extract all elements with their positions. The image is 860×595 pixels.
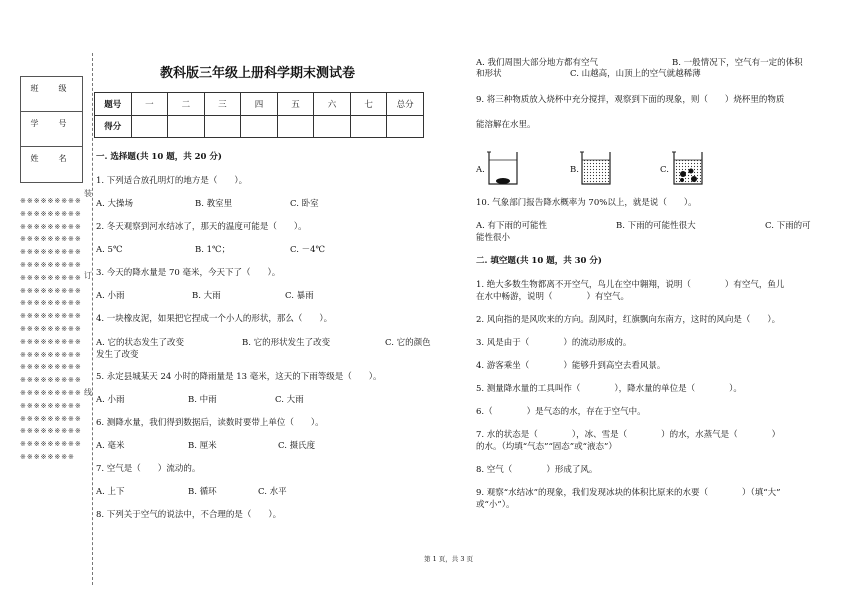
- beaker-c-icon: [672, 150, 704, 186]
- score-row-label: 得分: [95, 115, 132, 138]
- option-a: A. 小雨: [96, 395, 125, 405]
- option-a: A. 毫米: [96, 441, 125, 451]
- score-header: 五: [277, 93, 314, 116]
- question-8: 8. 下列关于空气的说法中，不合理的是（ ）。: [96, 510, 282, 520]
- beaker-a-icon: [487, 150, 519, 186]
- score-header: 二: [168, 93, 205, 116]
- option-a: A. 它的状态发生了改变: [96, 338, 185, 348]
- option-a: A. 大操场: [96, 199, 134, 209]
- page-title: 教科版三年级上册科学期末测试卷: [160, 66, 356, 81]
- option-a: A. 小雨: [96, 291, 125, 301]
- question-4: 4. 一块橡皮泥，如果把它捏成一个小人的形状，那么（ ）。: [96, 314, 333, 324]
- option-a: A. 我们周围大部分地方都有空气: [476, 58, 599, 68]
- question-9-continued: 能溶解在水里。: [476, 120, 536, 130]
- page-number: 第 1 页，共 3 页: [424, 555, 474, 563]
- score-cell[interactable]: [387, 115, 424, 138]
- name-field[interactable]: 姓 名: [30, 154, 73, 163]
- option-b: B. 教室里: [195, 199, 233, 209]
- score-header: 三: [204, 93, 241, 116]
- score-cell[interactable]: [168, 115, 205, 138]
- question-5: 5. 永定县城某天 24 小时的降雨量是 13 毫米，这天的下雨等级是（ ）。: [96, 372, 382, 382]
- option-b: B.: [570, 165, 579, 175]
- score-header: 总分: [387, 93, 424, 116]
- option-b-continued: 和形状: [476, 69, 502, 79]
- option-b: B. 它的形状发生了改变: [242, 338, 331, 348]
- question-2: 2. 冬天观察到河水结冰了，那天的温度可能是（ ）。: [96, 222, 307, 232]
- fill-question-9: 9. 观察“水结冰”的现象，我们发现冰块的体积比原来的水要（ ）（填“大”: [476, 488, 781, 498]
- option-c-continued: 发生了改变: [96, 350, 139, 360]
- fill-question-2: 2. 风向指的是风吹来的方向。刮风时，红旗飘向东南方，这时的风向是（ ）。: [476, 315, 781, 325]
- fill-question-7-continued: 的水。（均填“气态”“固态”或“液态”）: [476, 442, 617, 452]
- section2-heading: 二. 填空题(共 10 题，共 30 分): [476, 256, 602, 266]
- option-a: A. 上下: [96, 487, 125, 497]
- option-c: C. 水平: [258, 487, 287, 497]
- question-7: 7. 空气是（ ）流动的。: [96, 464, 201, 474]
- fill-question-7: 7. 水的状态是（ ），冰、雪是（ ）的水，水蒸气是（ ）: [476, 430, 781, 440]
- binding-char: 装: [84, 189, 92, 198]
- class-field[interactable]: 班 级: [21, 77, 82, 112]
- option-c: C. 卧室: [290, 199, 319, 209]
- student-info-box: [20, 76, 83, 183]
- option-b: B. 下雨的可能性很大: [616, 221, 696, 231]
- option-a: A. 有下雨的可能性: [476, 221, 548, 231]
- option-c: C. 摄氏度: [278, 441, 316, 451]
- option-c: C. －4℃: [290, 245, 326, 255]
- score-header: 六: [314, 93, 351, 116]
- score-cell[interactable]: [277, 115, 314, 138]
- score-header: 一: [131, 93, 168, 116]
- binding-line: [92, 53, 93, 585]
- student-number-field[interactable]: 学 号: [21, 112, 82, 147]
- option-c: C. 暴雨: [285, 291, 314, 301]
- score-header: 七: [350, 93, 387, 116]
- option-a: A.: [476, 165, 485, 175]
- option-a: A. 5℃: [96, 245, 123, 255]
- score-cell[interactable]: [204, 115, 241, 138]
- score-cell[interactable]: [131, 115, 168, 138]
- fill-question-5: 5. 测量降水量的工具叫作（ ），降水量的单位是（ ）。: [476, 384, 742, 394]
- option-c: C. 山越高，山顶上的空气就越稀薄: [570, 69, 701, 79]
- score-cell[interactable]: [241, 115, 278, 138]
- question-6: 6. 测降水量，我们得到数据后，读数时要带上单位（ ）。: [96, 418, 324, 428]
- option-c-continued: 能性很小: [476, 233, 511, 243]
- question-3: 3. 今天的降水量是 70 毫米，今天下了（ ）。: [96, 268, 281, 278]
- option-b: B. 中雨: [188, 395, 217, 405]
- fill-question-1: 1. 绝大多数生物都离不开空气，鸟儿在空中翱翔，说明（ ）有空气，鱼儿: [476, 280, 785, 290]
- fill-question-1-continued: 在水中畅游，说明（ ）有空气。: [476, 292, 630, 302]
- score-cell[interactable]: [350, 115, 387, 138]
- fill-question-6: 6.（ ）是气态的水，存在于空气中。: [476, 407, 646, 417]
- beaker-b-icon: [580, 150, 612, 186]
- question-1: 1. 下列适合放孔明灯的地方是（ ）。: [96, 176, 248, 186]
- option-c: C. 它的颜色: [385, 338, 431, 348]
- binding-pattern: ※※※※※※※※※※※※※※※※※※※※※※※※※※※※※※※※※※※※※※※※※※※※※※※※※※※※※※※※※※※※※※※※※※※※※※※※※※※※※※※※※※※※※※※※※※※※※※※※※※※※※※※※※※※※※※※※※※※※※※※※※※※※※※※※※※※※※※※※※※※※※※※※※※※※※※※※※※※※※※※※※※※※※※※※※※※※※※※※※※※※※※※※※※※※: [20, 197, 82, 461]
- binding-char: 订: [84, 271, 92, 280]
- question-9: 9. 将三种物质放入烧杯中充分搅拌，观察到下面的现象，则（ ）烧杯里的物质: [476, 95, 785, 105]
- fill-question-4: 4. 游客乘坐（ ）能够升到高空去看风景。: [476, 361, 666, 371]
- option-b: B. 1℃；: [195, 245, 231, 255]
- fill-question-9-continued: 或“小”）。: [476, 500, 515, 510]
- binding-char: 线: [84, 388, 92, 397]
- option-b: B. 循环: [188, 487, 217, 497]
- score-table: [94, 92, 424, 138]
- option-c: C. 下雨的可: [765, 221, 811, 231]
- fill-question-3: 3. 风是由于（ ）的流动形成的。: [476, 338, 632, 348]
- option-b: B. 大雨: [192, 291, 221, 301]
- option-b: B. 厘米: [188, 441, 217, 451]
- score-header: 四: [241, 93, 278, 116]
- option-c: C. 大雨: [275, 395, 304, 405]
- option-c: C.: [660, 165, 669, 175]
- question-10: 10. 气象部门报告降水概率为 70%以上，就是说（ ）。: [476, 198, 697, 208]
- section1-heading: 一. 选择题(共 10 题，共 20 分): [96, 152, 222, 162]
- score-header: 题号: [95, 93, 132, 116]
- score-cell[interactable]: [314, 115, 351, 138]
- option-b: B. 一般情况下，空气有一定的体积: [672, 58, 803, 68]
- fill-question-8: 8. 空气（ ）形成了风。: [476, 465, 598, 475]
